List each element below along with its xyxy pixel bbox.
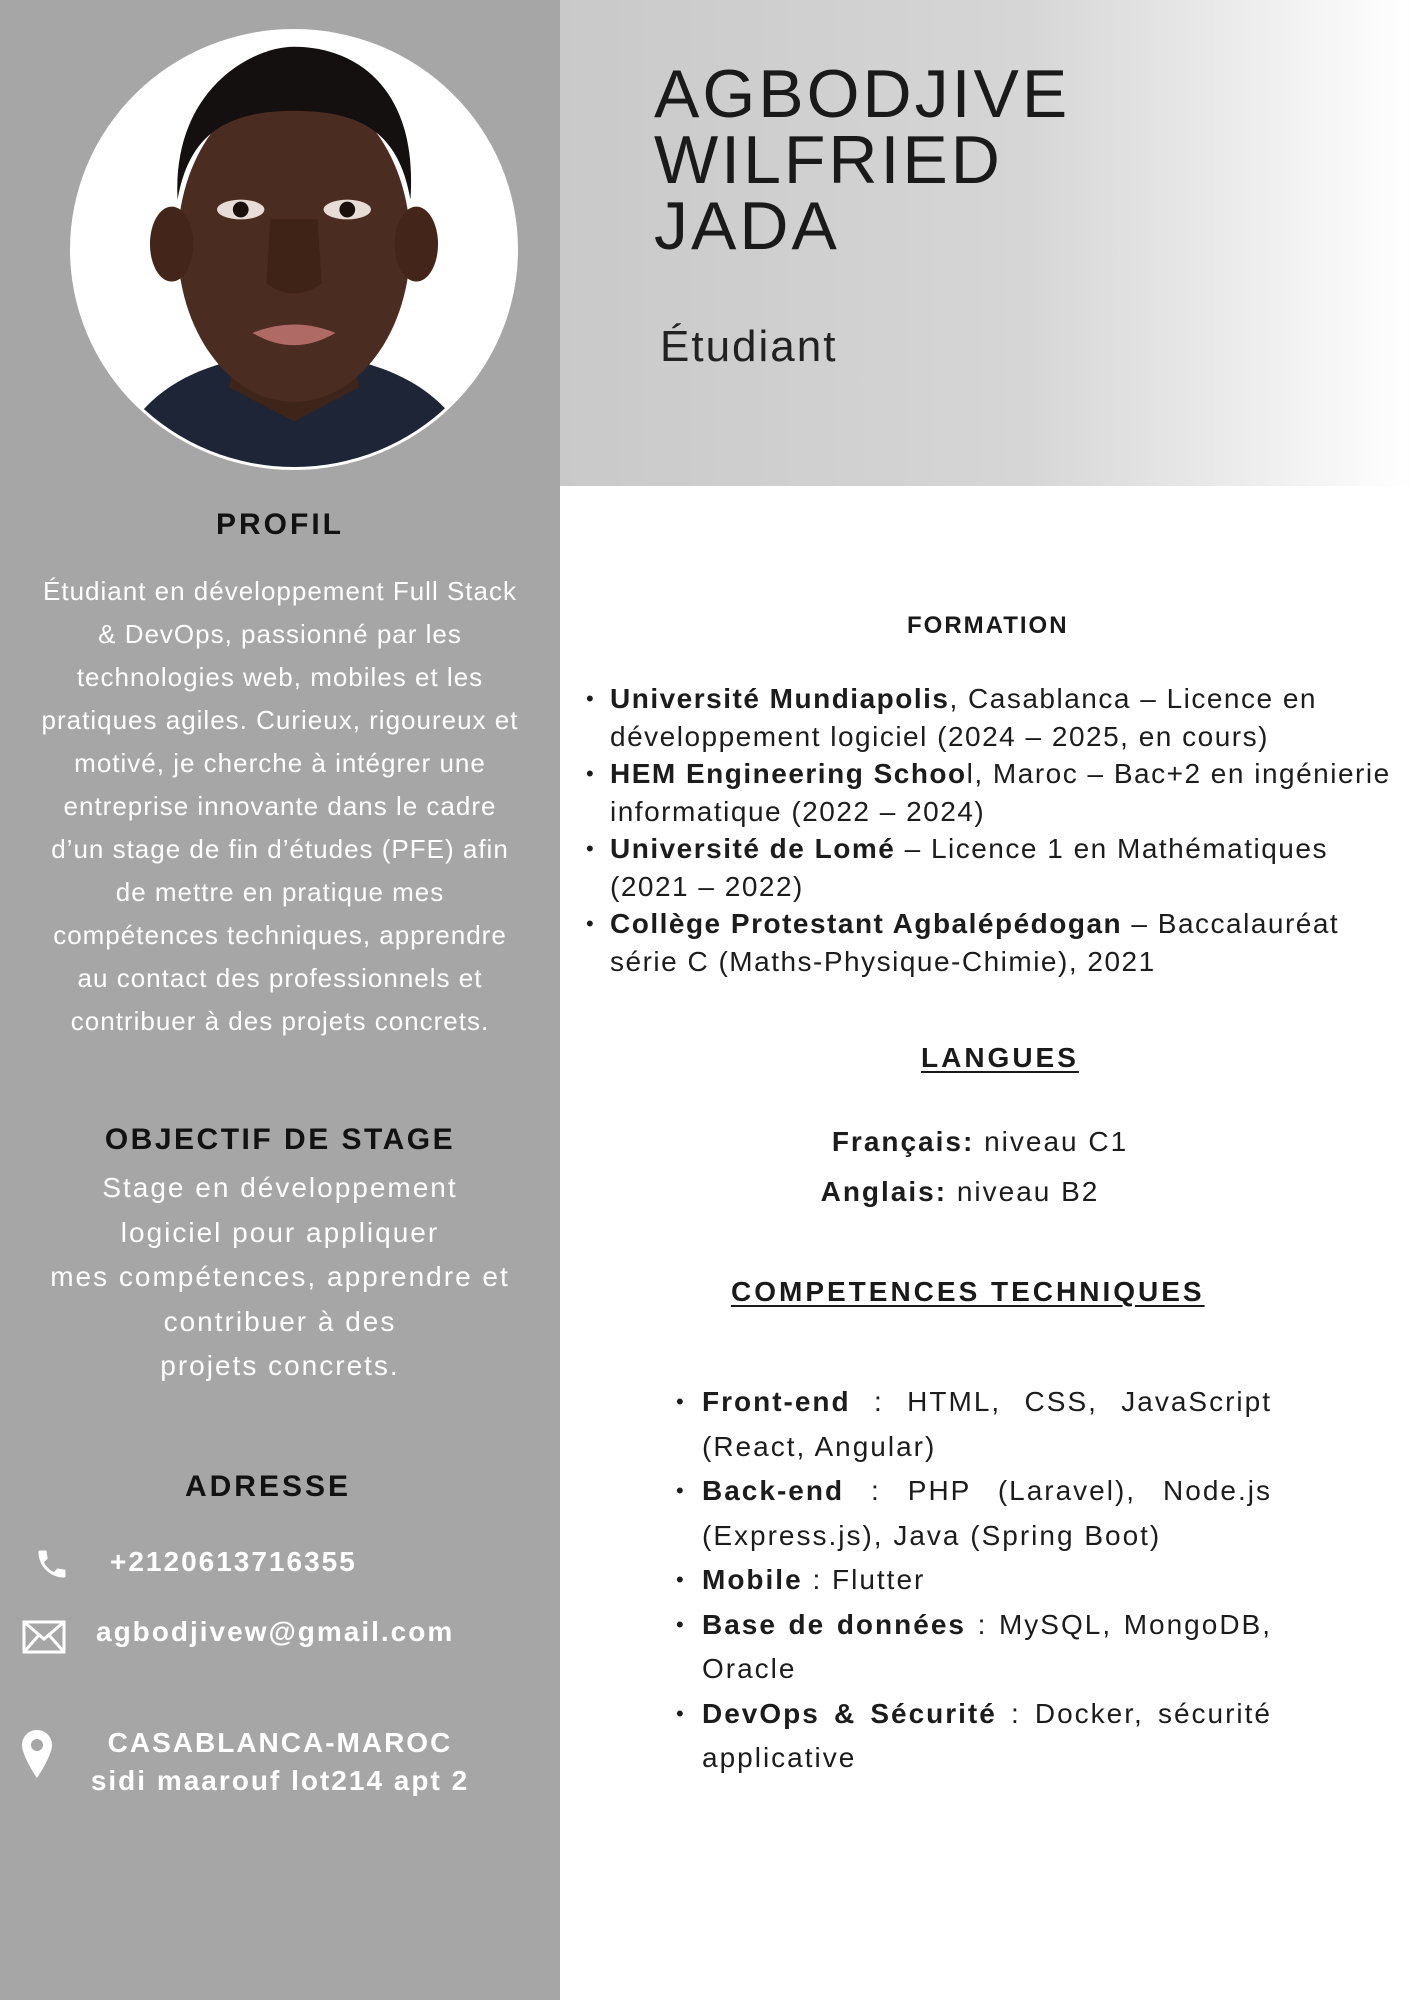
address-city: CASABLANCA-MAROC: [107, 1727, 453, 1758]
language-level: niveau B2: [947, 1176, 1100, 1207]
formation-detail: – Licence 1 en Mathématiques (2021 – 2022): [610, 833, 1328, 902]
formation-detail: , Casablanca – Licence en développement logiciel (2024 – 2025, en cours): [610, 683, 1317, 752]
name-line-2: WILFRIED: [654, 122, 1003, 198]
phone-number: +2120613716355: [110, 1546, 357, 1577]
formation-item: [580, 905, 1400, 980]
skills-list: [672, 1380, 1272, 1781]
envelope-icon: [22, 1620, 66, 1654]
objective-line: projets concrets.: [160, 1350, 400, 1381]
address-street: sidi maarouf lot214 apt 2: [90, 1765, 470, 1796]
formation-item: [580, 680, 1400, 755]
language-name: Anglais:: [820, 1176, 948, 1207]
formation-heading: FORMATION: [907, 612, 1069, 639]
skill-detail: : Flutter: [802, 1564, 926, 1595]
skills-heading: COMPETENCES TECHNIQUES: [731, 1276, 1205, 1307]
objective-line: logiciel pour appliquer: [120, 1216, 440, 1248]
language-item: [680, 1176, 1240, 1208]
formation-detail: – Baccalauréat série C (Maths-Physique-Chimie), 2021: [610, 908, 1340, 977]
skill-category: DevOps & Sécurité: [702, 1697, 997, 1729]
profile-heading: PROFIL: [216, 508, 344, 541]
skill-category: Front-end: [702, 1386, 851, 1417]
address-heading: ADRESSE: [184, 1470, 352, 1503]
skill-category: Back-end: [702, 1475, 845, 1506]
skill-detail: : PHP (Laravel), Node.js (Express.js), Java (Spring Boot): [702, 1475, 1272, 1551]
skill-item: [672, 1380, 1272, 1469]
skill-item: [672, 1603, 1272, 1692]
skill-category: Base de données: [702, 1608, 966, 1640]
skill-detail: : MySQL, MongoDB, Oracle: [702, 1608, 1272, 1684]
objective-line: mes compétences, apprendre et: [50, 1261, 510, 1292]
name-line-1: AGBODJIVE: [654, 56, 1071, 132]
skill-item: [672, 1469, 1272, 1558]
objective-line: Stage en développement: [102, 1172, 458, 1203]
name-line-3: JADA: [654, 188, 840, 264]
objective-line: contribuer à des: [163, 1305, 397, 1337]
skill-item: [672, 1692, 1272, 1781]
formation-detail: l, Maroc – Bac+2 en ingénierie informatique (2022 – 2024): [610, 758, 1391, 827]
job-title: Étudiant: [660, 322, 838, 371]
formation-list: [580, 680, 1400, 980]
objective-heading: OBJECTIF DE STAGE: [104, 1123, 456, 1156]
formation-item: [580, 830, 1400, 905]
institution-name: Université Mundiapolis: [610, 683, 950, 714]
profile-photo: [70, 29, 518, 470]
language-level: niveau C1: [974, 1126, 1129, 1157]
email-address: agbodjivew@gmail.com: [96, 1616, 455, 1647]
objective-text: [20, 1166, 540, 1389]
skill-category: Mobile: [702, 1564, 803, 1595]
skill-detail: : HTML, CSS, JavaScript (React, Angular): [702, 1386, 1272, 1462]
skill-item: [672, 1558, 1272, 1603]
language-item: [700, 1126, 1260, 1158]
institution-name: Collège Protestant Agbalépédogan: [610, 908, 1123, 939]
institution-name: HEM Engineering Schoo: [610, 758, 967, 789]
institution-name: Université de Lomé: [610, 833, 896, 864]
language-name: Français:: [831, 1126, 975, 1157]
skill-detail: : Docker, sécurité applicative: [702, 1697, 1272, 1773]
formation-item: [580, 755, 1400, 830]
profile-text: Étudiant en développement Full Stack & DevOps, passionné par les technologies web, mobiles et les pratiques agiles. Curieux, rigoureux et motivé, je cherche à intégrer une entreprise innovante dans le cadre d’un stage de fin d’études (PFE) afin de mettre en pratique mes compétences techniques, apprendre au contact des professionnels et contribuer à des projets concrets.: [41, 576, 519, 1036]
languages-heading: LANGUES: [921, 1042, 1079, 1073]
phone-icon: [34, 1546, 70, 1582]
